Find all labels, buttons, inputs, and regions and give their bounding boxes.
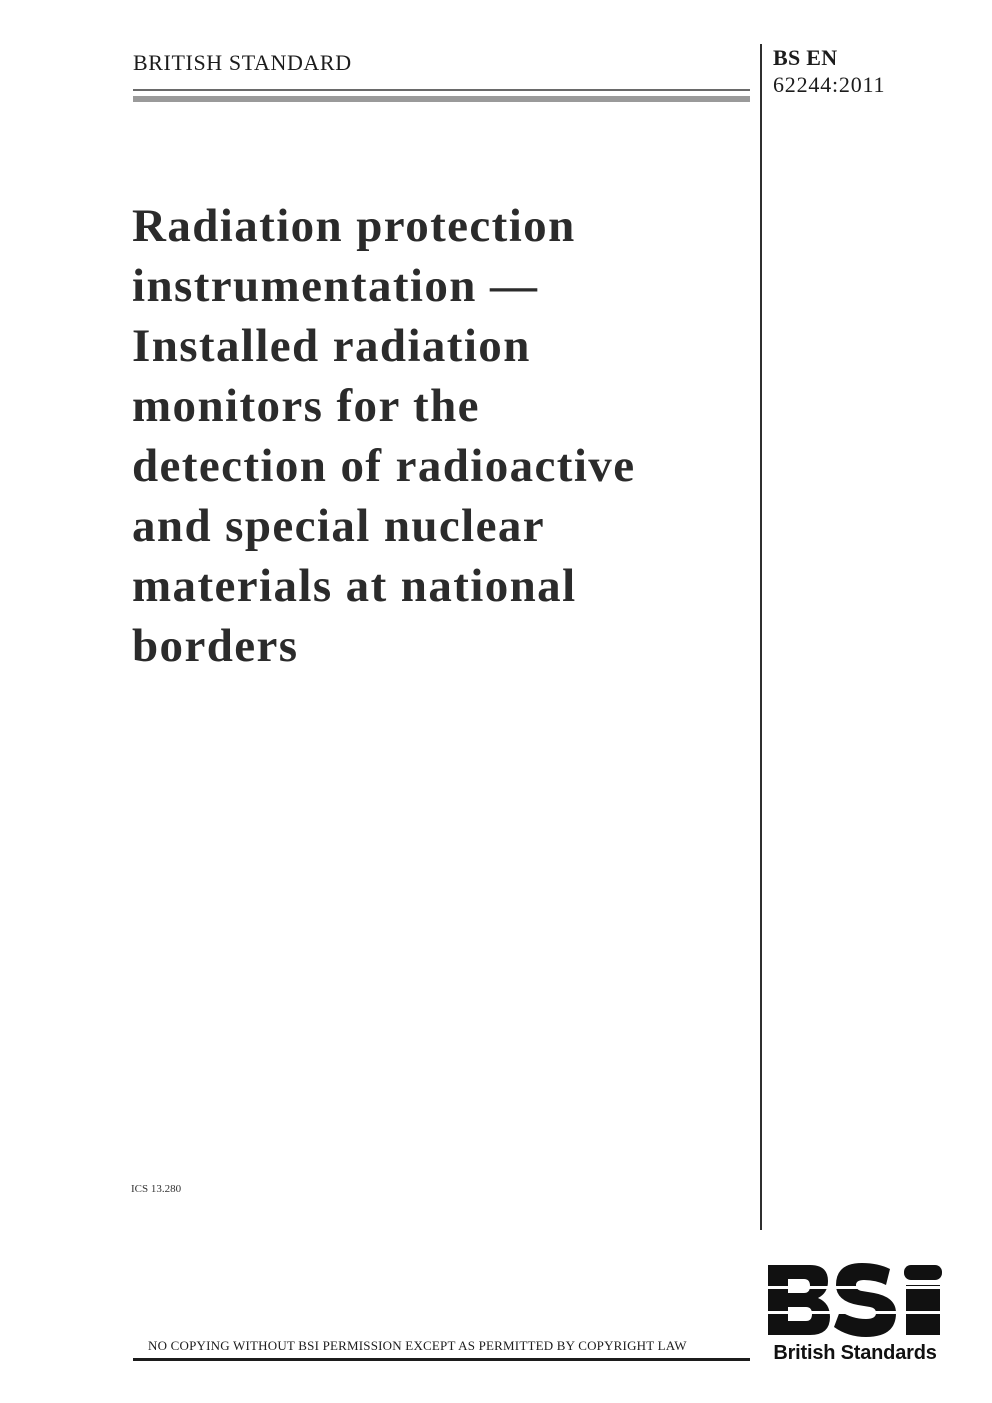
title-line: Radiation protection [132,200,576,252]
standard-number [773,44,885,98]
standard-series-label: BRITISH STANDARD [133,50,352,75]
brand-name: British Standards [773,1342,937,1364]
bsi-wordmark-icon [766,1263,944,1337]
title-line: borders [132,620,299,672]
title-line: and special nuclear [132,500,546,552]
title-line: Installed radiation [132,320,531,372]
standard-number-code: 62244:2011 [773,72,886,97]
title-line: detection of radioactive [132,440,636,492]
vertical-divider [760,44,762,1230]
title-line: instrumentation — [132,260,539,312]
standard-number-prefix: BS EN [773,45,838,70]
header-rule-thin [133,89,750,91]
bsi-logo [766,1263,944,1371]
title-line: materials at national [132,560,577,612]
title-line: monitors for the [132,380,480,432]
header-rule-thick [133,96,750,102]
document-title [132,196,752,676]
copyright-notice: NO COPYING WITHOUT BSI PERMISSION EXCEPT AS PERMITTED BY COPYRIGHT LAW [148,1338,687,1353]
footer-rule [133,1358,750,1361]
ics-code: ICS 13.280 [131,1183,182,1195]
